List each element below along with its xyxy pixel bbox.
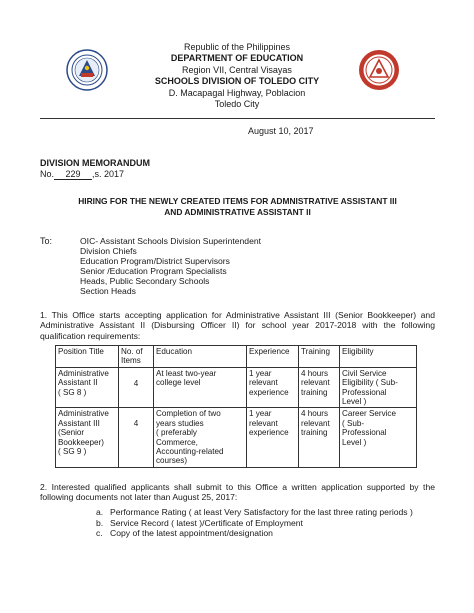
to-label: To: xyxy=(40,236,53,246)
cell-line: Administrative xyxy=(58,368,109,378)
letterhead-department: DEPARTMENT OF EDUCATION xyxy=(170,53,304,64)
cell-line: relevant xyxy=(249,378,278,388)
recipient-item: Education Program/District Supervisors xyxy=(80,256,230,266)
list-marker: a. xyxy=(96,507,104,517)
cell-training xyxy=(299,367,340,408)
cell-line: relevant xyxy=(301,418,330,428)
header-experience: Experience xyxy=(247,346,299,368)
cell-line: experience xyxy=(249,428,289,438)
cell-line: ( Sub- xyxy=(342,418,365,428)
cell-line: Professional xyxy=(342,428,387,438)
cell-education xyxy=(154,408,247,467)
header-position-title: Position Title xyxy=(56,346,119,368)
letterhead-address: D. Macapagal Highway, Poblacion xyxy=(168,87,306,98)
cell-line: training xyxy=(301,387,328,397)
cell-line: Level ) xyxy=(342,437,367,447)
list-marker: c. xyxy=(96,528,103,539)
cell-line: ( preferably xyxy=(156,428,197,438)
cell-line: college level xyxy=(156,378,201,388)
cell-line: 4 xyxy=(133,419,139,429)
list-marker: b. xyxy=(96,517,104,528)
division-seal-icon xyxy=(358,49,400,91)
table-row xyxy=(56,367,417,408)
recipient-item: OIC- Assistant Schools Division Superintendent xyxy=(80,236,262,246)
recipient-item: Section Heads xyxy=(80,286,136,296)
cell-training xyxy=(299,408,340,467)
cell-line: Accounting-related xyxy=(156,447,224,457)
cell-line: Career Service xyxy=(342,409,396,419)
qualification-table xyxy=(55,345,417,468)
cell-experience xyxy=(247,367,299,408)
recipient-item: Heads, Public Secondary Schools xyxy=(80,276,210,286)
cell-items xyxy=(119,408,154,467)
memo-number-prefix: No. xyxy=(40,169,55,179)
memo-number-suffix: ,s. 2017 xyxy=(92,169,125,179)
recipient-item: Division Chiefs xyxy=(80,246,137,256)
cell-line: experience xyxy=(249,387,289,397)
cell-line: Eligibility ( Sub- xyxy=(342,378,398,388)
cell-line: ( SG 9 ) xyxy=(58,447,87,457)
cell-line: Administrative xyxy=(58,409,109,419)
cell-line: courses) xyxy=(156,456,188,466)
cell-line: Assistant III xyxy=(58,418,100,428)
memo-subject-line2: AND ADMINISTRATIVE ASSISTANT II xyxy=(164,207,311,217)
cell-line: 4 xyxy=(133,378,139,388)
memo-number-value: 229 xyxy=(54,170,92,180)
list-item xyxy=(96,518,413,529)
table-header-row xyxy=(56,346,417,368)
cell-position xyxy=(56,367,119,408)
cell-education xyxy=(154,367,247,408)
cell-line: 1 year xyxy=(249,368,272,378)
list-item xyxy=(96,528,413,539)
memo-number xyxy=(40,169,124,180)
cell-eligibility xyxy=(340,367,417,408)
cell-line: relevant xyxy=(301,378,330,388)
cell-line: Commerce, xyxy=(156,437,198,447)
cell-experience xyxy=(247,408,299,467)
memo-subject xyxy=(40,196,435,218)
paragraph-2: 2. Interested qualified applicants shall submit to this Office a written application supported by the following documents not later than August 25, 2017: xyxy=(40,482,435,503)
requirements-list xyxy=(96,507,413,539)
letterhead-republic: Republic of the Philippines xyxy=(183,42,291,52)
letterhead-division: SCHOOLS DIVISION OF TOLEDO CITY xyxy=(154,76,320,87)
recipient-item: Senior /Education Program Specialists xyxy=(80,266,227,276)
list-item xyxy=(96,507,413,518)
cell-line: ( SG 8 ) xyxy=(58,387,87,397)
header-divider xyxy=(40,118,435,119)
list-text: Copy of the latest appointment/designation xyxy=(110,528,273,539)
paragraph-1: 1. This Office starts accepting application for Administrative Assistant III (Senior Bookkeeper) and Administrative Assistant II (Disbursing Officer II) for school year 2017-2018 with the following qualification requirements: xyxy=(40,310,435,341)
header-training: Training xyxy=(299,346,340,368)
cell-line: At least two-year xyxy=(156,368,217,378)
letterhead-region: Region VII, Central Visayas xyxy=(182,64,292,75)
header-no-of-items: No. of Items xyxy=(119,346,154,368)
memo-date: August 10, 2017 xyxy=(248,126,314,136)
table-row xyxy=(56,408,417,467)
cell-items xyxy=(119,367,154,408)
cell-line: 1 year xyxy=(249,409,272,419)
cell-line: (Senior xyxy=(58,428,85,438)
cell-line: 4 hours xyxy=(301,368,328,378)
cell-line: Completion of two xyxy=(156,409,221,419)
memo-title: DIVISION MEMORANDUM xyxy=(40,158,150,168)
cell-line: Civil Service xyxy=(342,368,387,378)
cell-line: 4 hours xyxy=(301,409,328,419)
recipient-list xyxy=(80,236,261,296)
memo-subject-line1: HIRING FOR THE NEWLY CREATED ITEMS FOR ADMNISTRATIVE ASSISTANT III xyxy=(78,196,397,206)
cell-line: years studies xyxy=(156,418,204,428)
deped-seal-icon xyxy=(66,49,108,91)
cell-line: training xyxy=(301,428,328,438)
header-eligibility: Eligibility xyxy=(340,346,417,368)
letterhead-city: Toledo City xyxy=(214,99,260,110)
cell-position xyxy=(56,408,119,467)
cell-line: relevant xyxy=(249,418,278,428)
letterhead xyxy=(130,42,344,110)
list-text: Performance Rating ( at least Very Satisfactory for the last three rating periods ) xyxy=(110,507,413,517)
cell-line: Assistant II xyxy=(58,378,98,388)
list-text: Service Record ( latest )/Certificate of Employment xyxy=(110,517,303,528)
cell-line: Level ) xyxy=(342,397,367,407)
header-education: Education xyxy=(154,346,247,368)
cell-line: Professional xyxy=(342,387,387,397)
cell-line: Bookkeeper) xyxy=(58,437,104,447)
cell-eligibility xyxy=(340,408,417,467)
